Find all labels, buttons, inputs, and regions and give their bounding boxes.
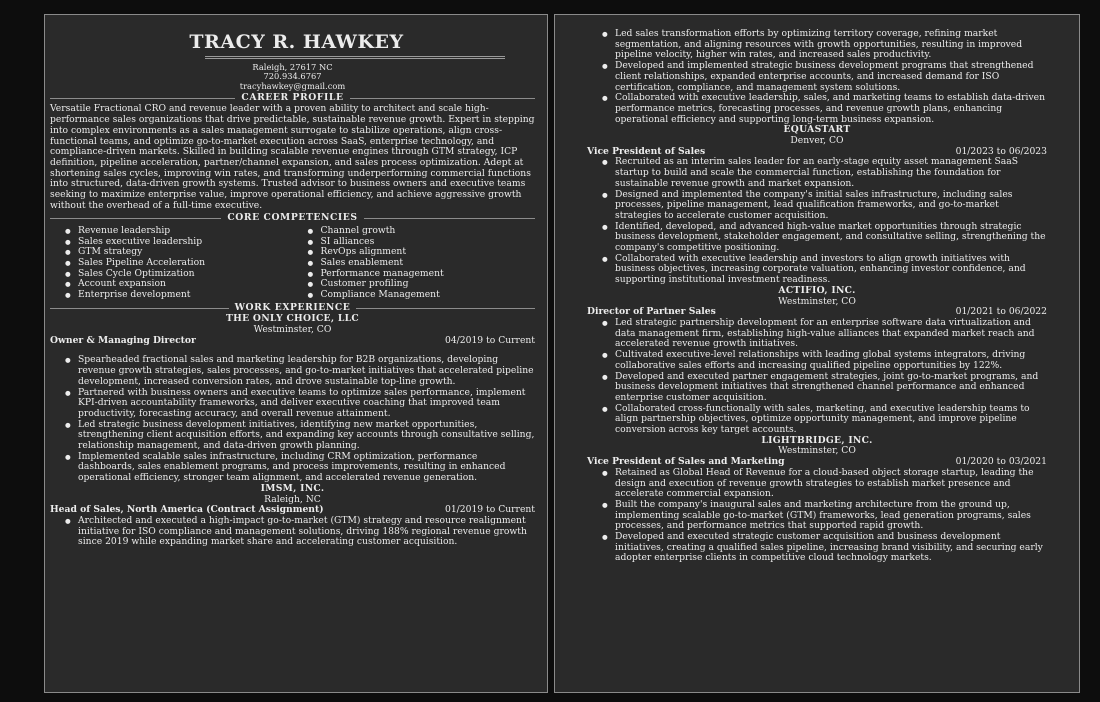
job-dates: 01/2020 to 03/2021 bbox=[955, 456, 1047, 468]
job-location: Raleigh, NC bbox=[264, 493, 321, 505]
competency-item: ● Sales executive leadership bbox=[78, 237, 293, 248]
job-bullet: ● Recruited as an interim sales leader for an early-stage equity asset management SaaS startup to build and scale the commercial function, establishing the foundation for sustainable revenue growth and market expansion. bbox=[615, 157, 1047, 189]
job-entry-imsm bbox=[50, 484, 535, 548]
candidate-name: TRACY R. HAWKEY bbox=[189, 31, 404, 53]
job-entry-equastart bbox=[587, 125, 1047, 286]
job-dates: 01/2023 to 06/2023 bbox=[955, 145, 1047, 157]
job-title: Owner & Managing Director bbox=[50, 334, 196, 346]
competency-item: ● Customer profiling bbox=[321, 279, 536, 290]
section-heading-experience: WORK EXPERIENCE bbox=[50, 303, 535, 314]
competency-item: ● Sales Pipeline Acceleration bbox=[78, 258, 293, 269]
job-bullets bbox=[587, 318, 1047, 436]
job-title: Vice President of Sales and Marketing bbox=[587, 456, 785, 468]
section-heading-profile: CAREER PROFILE bbox=[50, 93, 535, 104]
competencies-column-right bbox=[293, 226, 536, 301]
job-bullet: ● Developed and executed strategic customer acquisition and business development initiatives, creating a qualified sales pipeline, increasing brand visibility, and securing early adopter enterprise clients in competitive cloud technology markets. bbox=[615, 532, 1047, 564]
job-company: ACTIFIO, INC. bbox=[778, 284, 856, 296]
competency-item: ● Sales Cycle Optimization bbox=[78, 269, 293, 280]
job-bullets bbox=[50, 516, 535, 548]
name-divider bbox=[205, 56, 505, 59]
job-bullet: ● Led strategic partnership development for an enterprise software data virtualization and data management firm, establishing high-value alliances that expanded market reach and accelerated revenue growth initiatives. bbox=[615, 318, 1047, 350]
contact-address: Raleigh, 27617 NC bbox=[252, 62, 333, 72]
job-title: Vice President of Sales bbox=[587, 145, 706, 157]
competency-item: ● Account expansion bbox=[78, 279, 293, 290]
job-entry-actifio bbox=[587, 286, 1047, 436]
job-bullets bbox=[587, 157, 1047, 285]
profile-summary: Versatile Fractional CRO and revenue leader with a proven ability to architect and scale high-performance sales organizations that drive predictable, sustainable revenue growth. Expert in stepping into complex environments as a sales management surrogate to stabilize operations, align cross-functional teams, and optimize go-to-market execution across SaaS, enterprise technology, and compliance-driven markets. Skilled in building scalable revenue engines through GTM strategy, ICP definition, pipeline acceleration, partner/channel expansion, and sales process optimization. Adept at shortening sales cycles, improving win rates, and transforming underperforming commercial functions into structured, data-driven growth systems. Trusted advisor to business owners and executive teams seeking to maximize enterprise value, improve operational efficiency, and achieve aggressive growth without the overhead of a full-time executive. bbox=[50, 103, 535, 211]
job-title: Head of Sales, North America (Contract Assignment) bbox=[50, 504, 324, 516]
contact-phone: 720.934.6767 bbox=[263, 71, 322, 82]
job-role-row bbox=[50, 336, 535, 347]
competency-item: ● RevOps alignment bbox=[321, 247, 536, 258]
job-bullets bbox=[587, 468, 1047, 564]
job-location: Westminster, CO bbox=[253, 324, 332, 336]
competency-item: ● Sales enablement bbox=[321, 258, 536, 269]
job-bullets bbox=[50, 355, 535, 483]
competency-item: ● GTM strategy bbox=[78, 247, 293, 258]
competency-item: ● Revenue leadership bbox=[78, 226, 293, 237]
job-entry-the-only-choice bbox=[50, 314, 535, 484]
job-company: EQUASTART bbox=[783, 124, 851, 136]
job-bullet: ● Spearheaded fractional sales and marketing leadership for B2B organizations, developing revenue growth strategies, sales processes, and go-to-market initiatives that accelerated pipeline development, increased conversion rates, and drove sustainable top-line growth. bbox=[78, 355, 535, 387]
job-location: Denver, CO bbox=[790, 135, 844, 147]
job-title: Director of Partner Sales bbox=[587, 306, 716, 318]
job-bullet: ● Retained as Global Head of Revenue for a cloud-based object storage startup, leading the design and execution of revenue growth strategies to establish market presence and accelerate commercial expansion. bbox=[615, 468, 1047, 500]
job-company: IMSM, INC. bbox=[260, 482, 325, 494]
job-entry-lightbridge bbox=[587, 436, 1047, 564]
job-location: Westminster, CO bbox=[778, 445, 856, 457]
competencies-column-left bbox=[50, 226, 293, 301]
competency-item: ● Compliance Management bbox=[321, 290, 536, 301]
job-bullet: ● Developed and implemented strategic business development programs that strengthened client relationships, expanded enterprise accounts, and increased demand for ISO certification, compliance, and management system solutions. bbox=[615, 61, 1047, 93]
job-bullet: ● Collaborated with executive leadership and investors to align growth initiatives with business objectives, increasing corporate valuation, enhancing investor confidence, and supporting institutional investment readiness. bbox=[615, 254, 1047, 286]
resume-page-2 bbox=[554, 14, 1080, 693]
competency-item: ● Channel growth bbox=[321, 226, 536, 237]
contact-email: tracyhawkey@gmail.com bbox=[239, 80, 346, 91]
job-bullet: ● Collaborated cross-functionally with sales, marketing, and executive leadership teams to align partnership objectives, optimize opportunity management, and improve pipeline conversion across key target accounts. bbox=[615, 404, 1047, 436]
competency-item: ● SI alliances bbox=[321, 237, 536, 248]
job-dates: 01/2021 to 06/2022 bbox=[955, 306, 1047, 318]
job-bullet: ● Architected and executed a high-impact go-to-market (GTM) strategy and resource realignment initiative for ISO compliance and management solutions, driving 188% regional revenue growth since 2019 while expanding market share and accelerating customer acquisition. bbox=[78, 516, 535, 548]
resume-page-1 bbox=[44, 14, 548, 693]
job-bullet: ● Built the company's inaugural sales and marketing architecture from the ground up, implementing scalable go-to-market (GTM) frameworks, lead generation programs, sales processes, and performance metrics that supported rapid growth. bbox=[615, 500, 1047, 532]
job-bullet: ● Led strategic business development initiatives, identifying new market opportunities, strengthening client acquisition efforts, and expanding key accounts through consultative selling, relationship management, and data-driven growth planning. bbox=[78, 420, 535, 452]
job-bullet: ● Developed and executed partner engagement strategies, joint go-to-market programs, and business development initiatives that strengthened channel performance and enhanced enterprise customer acquisition. bbox=[615, 372, 1047, 404]
competencies-list bbox=[50, 226, 535, 301]
job-bullet: ● Led sales transformation efforts by optimizing territory coverage, refining market segmentation, and aligning resources with growth opportunities, resulting in improved pipeline velocity, higher win rates, and increased sales productivity. bbox=[615, 29, 1047, 61]
job-bullet: ● Implemented scalable sales infrastructure, including CRM optimization, performance dashboards, sales enablement programs, and process improvements, resulting in enhanced operational efficiency, stronger team alignment, and accelerated revenue generation. bbox=[78, 452, 535, 484]
job-bullet: ● Designed and implemented the company's initial sales infrastructure, including sales processes, pipeline management, lead qualification frameworks, and go-to-market strategies to accelerate customer acquisition. bbox=[615, 190, 1047, 222]
competency-item: ● Enterprise development bbox=[78, 290, 293, 301]
job-location: Westminster, CO bbox=[778, 295, 856, 307]
job-bullet: ● Partnered with business owners and executive teams to optimize sales performance, implement KPI-driven accountability frameworks, and deliver executive coaching that improved team productivity, forecasting accuracy, and overall revenue attainment. bbox=[78, 388, 535, 420]
job-bullets-continued bbox=[587, 29, 1047, 125]
job-bullet: ● Identified, developed, and advanced high-value market opportunities through strategic business development, stakeholder engagement, and consultative selling, strengthening the company's competitive positioning. bbox=[615, 222, 1047, 254]
job-company: LIGHTBRIDGE, INC. bbox=[761, 434, 873, 446]
job-bullet: ● Collaborated with executive leadership, sales, and marketing teams to establish data-driven performance metrics, forecasting processes, and revenue growth plans, enhancing operational efficiency and supporting long-term business expansion. bbox=[615, 93, 1047, 125]
job-company: THE ONLY CHOICE, LLC bbox=[226, 313, 359, 325]
section-heading-competencies: CORE COMPETENCIES bbox=[50, 213, 535, 224]
job-dates: 04/2019 to Current bbox=[444, 334, 535, 346]
job-bullet: ● Cultivated executive-level relationships with leading global systems integrators, driving collaborative sales efforts and increasing qualified pipeline opportunities by 122%. bbox=[615, 350, 1047, 371]
job-dates: 01/2019 to Current bbox=[444, 504, 535, 516]
competency-item: ● Performance management bbox=[321, 269, 536, 280]
